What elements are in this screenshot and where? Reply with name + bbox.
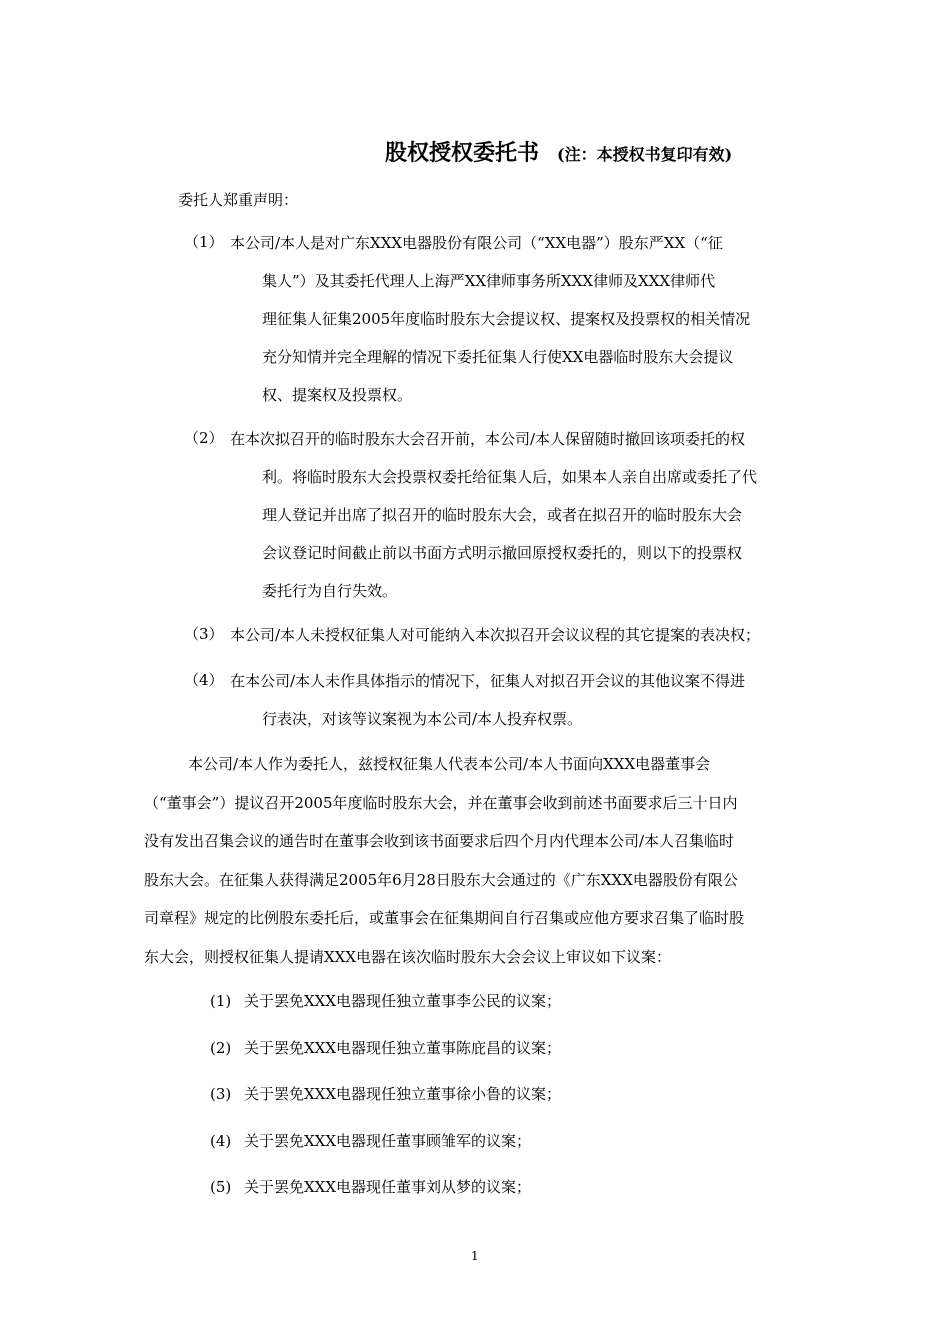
- item-line: 行表决，对该等议案视为本公司/本人投弃权票。: [262, 710, 583, 728]
- title-line: [385, 136, 732, 167]
- declaration-item-2: [144, 427, 814, 617]
- motion-number: (5): [210, 1178, 232, 1196]
- declaration-heading: 委托人郑重声明：: [178, 191, 299, 209]
- motion-text: 关于罢免XXX电器现任独立董事李公民的议案；: [244, 992, 562, 1010]
- item-line: 本公司/本人未授权征集人对可能纳入本次拟召开会议议程的其它提案的表决权；: [230, 626, 761, 644]
- declaration-item-4: [144, 669, 814, 745]
- motion-item-4: [210, 1130, 531, 1151]
- item-line: 会议登记时间截止前以书面方式明示撤回原授权委托的，则以下的投票权: [262, 544, 743, 562]
- paragraph-line: 没有发出召集会议的通告时在董事会收到该书面要求后四个月内代理本公司/本人召集临时: [144, 832, 735, 850]
- paragraph-line: 本公司/本人作为委托人，兹授权征集人代表本公司/本人书面向XXX电器董事会: [188, 755, 711, 773]
- document-title: 股权授权委托书: [385, 140, 540, 166]
- item-line: 利。将临时股东大会投票权委托给征集人后，如果本人亲自出席或委托了代: [262, 468, 758, 486]
- paragraph-line: 司章程》规定的比例股东委托后，或董事会在征集期间自行召集或应他方要求召集了临时股: [144, 909, 745, 927]
- motion-number: (3): [210, 1085, 232, 1103]
- motion-item-3: [210, 1083, 561, 1104]
- item-line: 集人”）及其委托代理人上海严XX律师事务所XXX律师及XXX律师代: [262, 272, 716, 290]
- motion-number: (1): [210, 992, 232, 1010]
- motion-item-2: [210, 1037, 561, 1058]
- paragraph-line: 股东大会。在征集人获得满足2005年6月28日股东大会通过的《广东XXX电器股份有限公: [144, 870, 738, 889]
- motion-item-5: [210, 1176, 531, 1197]
- motion-number: (2): [210, 1039, 232, 1057]
- motion-text: 关于罢免XXX电器现任独立董事陈庇昌的议案；: [244, 1039, 562, 1057]
- motion-text: 关于罢免XXX电器现任董事顾雏军的议案；: [244, 1132, 532, 1150]
- declaration-item-1: [144, 231, 814, 421]
- item-line: 在本次拟召开的临时股东大会召开前，本公司/本人保留随时撤回该项委托的权: [230, 430, 746, 448]
- item-number: （3）: [184, 625, 224, 643]
- paragraph-line: （“董事会”）提议召开2005年度临时股东大会，并在董事会收到前述书面要求后三十日内: [144, 793, 738, 812]
- item-line: 充分知情并完全理解的情况下委托征集人行使XX电器临时股东大会提议: [262, 348, 734, 366]
- paragraph-line: 东大会，则授权征集人提请XXX电器在该次临时股东大会会议上审议如下议案：: [144, 947, 672, 966]
- item-line: 理征集人征集2005年度临时股东大会提议权、提案权及投票权的相关情况: [262, 310, 751, 328]
- item-line: 理人登记并出席了拟召开的临时股东大会，或者在拟召开的临时股东大会: [262, 506, 743, 524]
- declaration-item-3: [144, 623, 814, 661]
- item-line: 在本公司/本人未作具体指示的情况下，征集人对拟召开会议的其他议案不得进: [230, 672, 746, 690]
- item-number: （2）: [184, 429, 224, 447]
- motion-number: (4): [210, 1132, 232, 1150]
- item-line: 权、提案权及投票权。: [262, 386, 413, 404]
- title-note: (注：本授权书复印有效): [557, 145, 733, 164]
- item-line: 委托行为自行失效。: [262, 582, 398, 600]
- motion-text: 关于罢免XXX电器现任独立董事徐小鲁的议案；: [244, 1085, 562, 1103]
- page-number: 1: [471, 1249, 479, 1263]
- motion-text: 关于罢免XXX电器现任董事刘从梦的议案；: [244, 1178, 532, 1196]
- item-number: （4）: [184, 671, 224, 689]
- item-line: 本公司/本人是对广东XXX电器股份有限公司（“XX电器”）股东严XX（“征: [230, 234, 723, 252]
- authorization-paragraph: [144, 752, 814, 983]
- item-number: （1）: [184, 233, 224, 251]
- motion-item-1: [210, 990, 561, 1011]
